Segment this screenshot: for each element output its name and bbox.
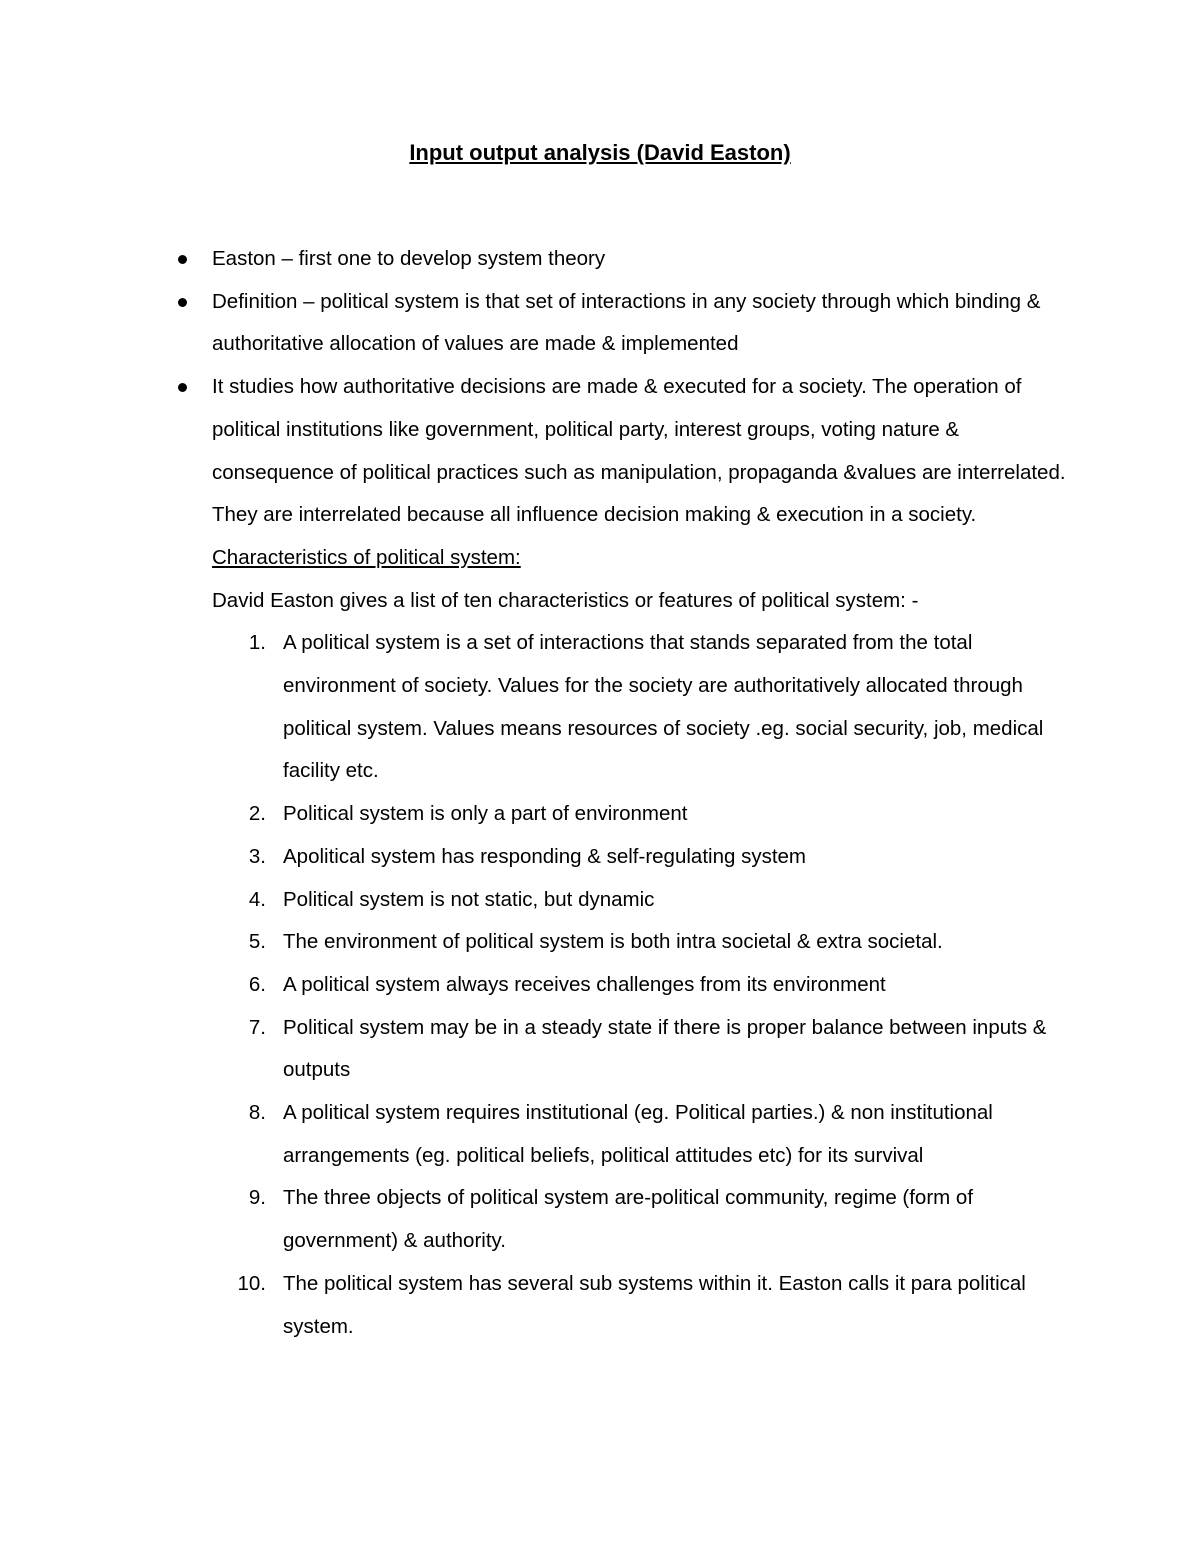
list-number: 6. [248,972,266,996]
list-number: 8. [248,1101,266,1125]
list-text: A political system always receives challenges from its environment [283,972,886,996]
list-text: A political system requires institutional (eg. Political parties.) & non institutional arrangements (eg. political beliefs, political attitudes etc) for its survival [283,1101,993,1167]
bullet-text: Easton – first one to develop system theory [212,247,606,270]
list-item [0,1177,1073,1262]
list-text: The political system has several sub systems within it. Easton calls it para political system. [283,1271,1026,1338]
list-item [0,1263,1073,1348]
bullet-text: Definition – political system is that set of interactions in any society through which binding & authoritative allocation of values are made & implemented [212,289,1041,356]
list-number: 9. [248,1186,266,1210]
list-text: A political system is a set of interactions that stands separated from the total environment of society. Values for the society are authoritatively allocated through political system. Values means resources of society .eg. social security, job, medical facility etc. [283,631,1044,783]
list-item [0,1092,1073,1177]
list-number: 7. [248,1015,266,1039]
list-text: Apolitical system has responding & self-regulating system [283,844,806,868]
list-number: 10. [237,1271,266,1295]
bullet-item [0,281,1072,366]
list-item [0,1007,1073,1092]
list-item [0,921,1073,964]
list-text: Political system is not static, but dynamic [283,887,655,911]
section-heading: Characteristics of political system: [212,545,521,569]
list-number: 3. [248,844,266,868]
list-item [0,964,1073,1007]
list-number: 1. [248,631,266,655]
bullet-dot-icon [178,298,187,307]
list-item [0,793,1073,836]
list-number: 2. [248,802,266,826]
document-body [0,238,1200,1348]
list-text: The three objects of political system are-political community, regime (form of government) & authority. [283,1186,974,1253]
list-text: Political system is only a part of environment [283,802,688,826]
bullet-item [0,366,1072,537]
bullet-text: It studies how authoritative decisions are made & executed for a society. The operation of political institutions like government, political party, interest groups, voting nature & consequence of political practices such as manipulation, propaganda &values are interrelated. They are interrelated because all influence decision making & execution in a society. [212,375,1066,527]
list-item [0,622,1073,793]
bullet-dot-icon [178,255,187,264]
intro-paragraph: David Easton gives a list of ten characteristics or features of political system: - [212,588,919,612]
list-text: The environment of political system is both intra societal & extra societal. [283,930,943,954]
page-title: Input output analysis (David Easton) [409,140,791,165]
list-number: 4. [248,887,266,911]
list-item [0,879,1073,922]
list-item [0,836,1073,879]
bullet-dot-icon [178,383,187,392]
list-text: Political system may be in a steady state if there is proper balance between inputs & outputs [283,1015,1047,1082]
bullet-item [0,238,1072,281]
list-number: 5. [248,930,266,954]
